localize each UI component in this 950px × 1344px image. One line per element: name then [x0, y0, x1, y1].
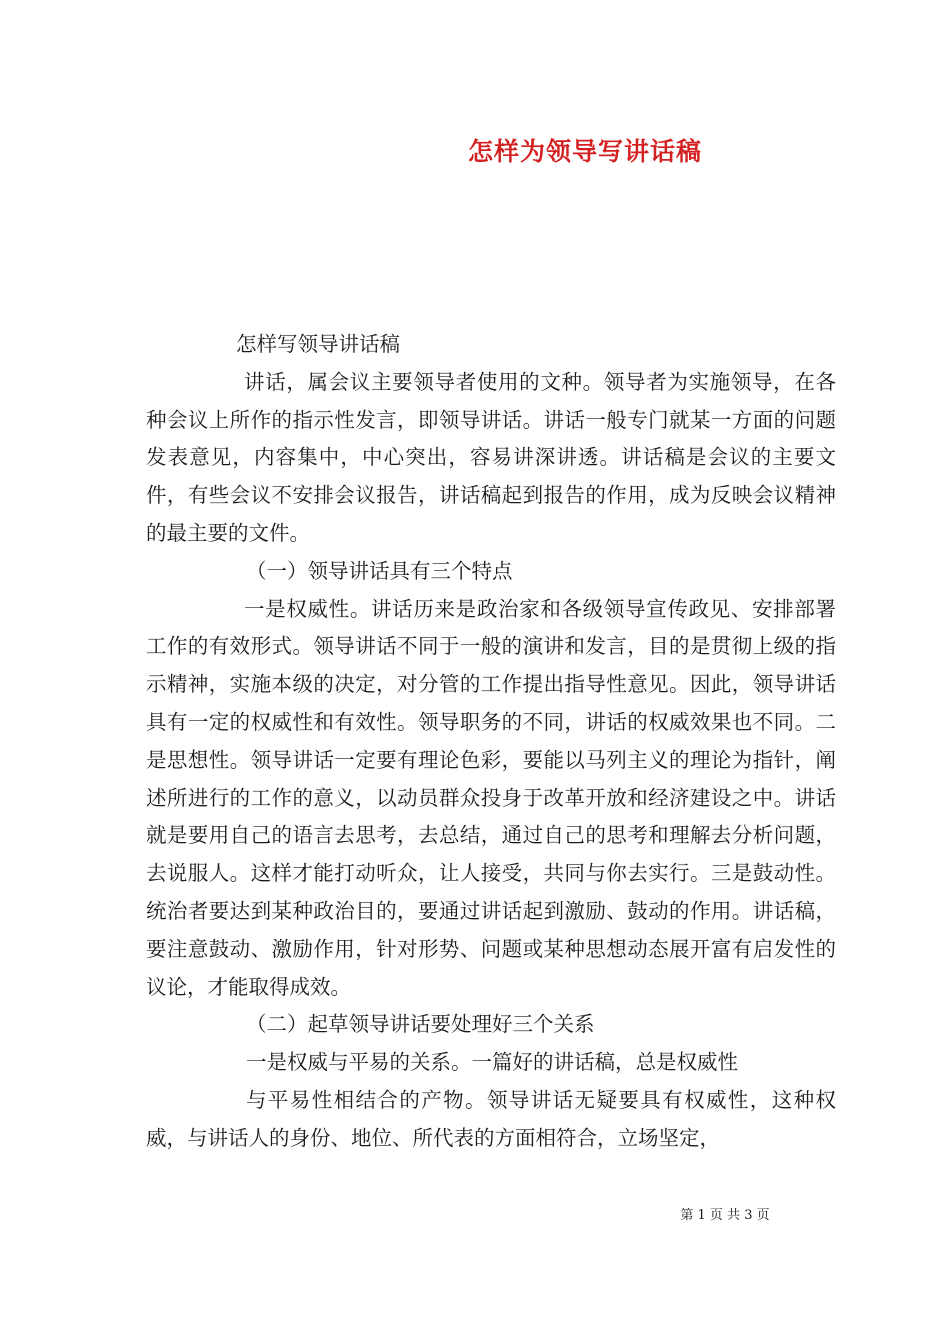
paragraph: 与平易性相结合的产物。领导讲话无疑要具有权威性，这种权威，与讲话人的身份、地位、所代表的方面相符合，立场坚定，: [146, 1087, 836, 1150]
document-subtitle: 怎样写领导讲话稿: [236, 332, 400, 356]
paragraph: 一是权威性。讲话历来是政治家和各级领导宣传政见、安排部署工作的有效形式。领导讲话不同于一般的演讲和发言，目的是贯彻上级的指示精神，实施本级的决定，对分管的工作提出指导性意见。因此，领导讲话具有一定的权威性和有效性。领导职务的不同，讲话的权威效果也不同。二是思想性。领导讲话一定要有理论色彩，要能以马列主义的理论为指针，阐述所进行的工作的意义，以动员群众投身于改革开放和经济建设之中。讲话就是要用自己的语言去思考，去总结，通过自己的思考和理解去分析问题，去说服人。这样才能打动听众，让人接受，共同与你去实行。三是鼓动性。统治者要达到某种政治目的，要通过讲话起到激励、鼓动的作用。讲话稿，要注意鼓动、激励作用，针对形势、问题或某种思想动态展开富有启发性的议论，才能取得成效。: [146, 596, 836, 999]
section-heading: （一）领导讲话具有三个特点: [246, 558, 513, 583]
document-body: [146, 326, 836, 1158]
paragraph: 讲话，属会议主要领导者使用的文种。领导者为实施领导，在各种会议上所作的指示性发言，即领导讲话。讲话一般专门就某一方面的问题发表意见，内容集中，中心突出，容易讲深讲透。讲话稿是会议的主要文件，有些会议不安排会议报告，讲话稿起到报告的作用，成为反映会议精神的最主要的文件。: [146, 369, 836, 545]
section-heading: （二）起草领导讲话要处理好三个关系: [246, 1012, 595, 1037]
paragraph: 一是权威与平易的关系。一篇好的讲话稿，总是权威性: [246, 1050, 738, 1075]
page-number: 第 1 页 共 3 页: [680, 1208, 770, 1223]
document-title: 怎样为领导写讲话稿: [467, 137, 702, 166]
